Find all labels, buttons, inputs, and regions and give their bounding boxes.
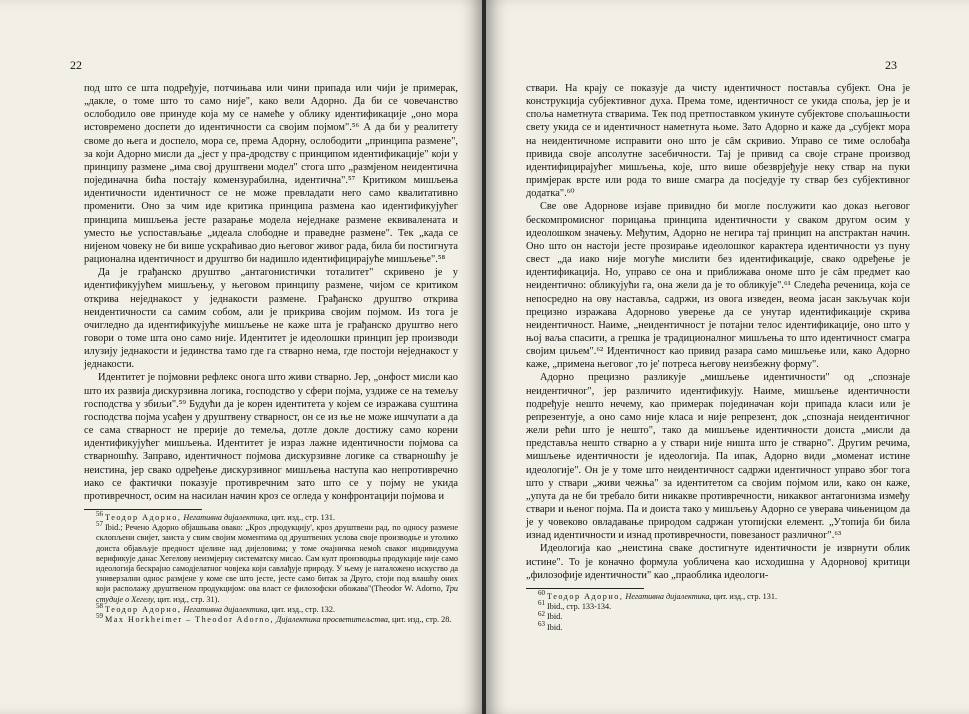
footnote-number: 62 <box>538 609 545 618</box>
page-number: 22 <box>70 58 82 72</box>
footnote <box>84 520 459 605</box>
footnote-title: Три студије о Хегелу, <box>96 584 459 604</box>
footnote-title: Негативна дијалектика, <box>183 604 270 614</box>
footnote-author: Теодор Адорно, <box>547 591 624 601</box>
page-number: 23 <box>885 58 897 72</box>
left-text-block <box>84 82 458 625</box>
footnote <box>84 510 458 523</box>
footnote <box>526 589 910 602</box>
footnote <box>84 602 458 615</box>
footnote-text: Ibid.; Речено Адорно објашњава овако: „Крoз ,продукцију', кроз друштвени рад, по односу размене склопљени свијет, заиста у свим својим моментима од друштвених услова своје производње и утолико доиста објављује предност цјелине над дијеловима; у томе очајничка немоћ сваког индивидуума верификује данас Хегелову неизмјерну систематску мисао. Сам култ производња продукције није само идеологија бескрајно самодјелатног човјека који савлађује природу. У њему је наталожено искуство да универзални однос размјене у коме све што јесте, јесте само битак за Друго, стоји под влашћу оних који располажу друштвеном продукцијом: ова власт се филозофски обожава"(Theodor W. Adorno, <box>96 523 458 594</box>
footnote-rest: цит. изд., стр. 28. <box>392 615 452 625</box>
footnote <box>526 609 910 622</box>
paragraph: Адорно прецизно разликује „мишљење идентичности" од „спознаје неидентичног", јер различито идентификују. Наиме, мишљење идентичности подређује нешто нечему, као примерак појединачан који припада класи или је репрезентује, а оно само није класа и није репрезент, док „спознаја неидентичног жели рећи што је нешто", тако да мишљење идентичности доиста „мисли да представља нешто стварно а у ствари није ништа што је стварно". Другим речима, мишљење идентичности је идеологија. Па ипак, Адорно види „моменат истине идеологије". Он је у томе што неидентичност садржи идентичност управо због тога што у ствари „живи чежња" за идентитетом са својим појмом или, како он каже, „упута да не би требало бити никакве противречности, никаквог антагонизма између ствари и њеног појма. Па и доиста тако у мишљењу Адорно се уверава чињеницом да је у човеково овладавање природом садржан утопијски елемент. „Утопија би била изнад идентичности и изнад противречности, повезаност различног".⁶³ <box>526 372 910 542</box>
footnote-rest: цит. изд., стр. 31). <box>157 594 220 604</box>
paragraph: Да је грађанско друштво „антагонистички тоталитет" скривено је у идентификујућем мишљењу, у његовом принципу размене, чијом се критиком открива неједнакост у једнакости размене. Грађанско друштво открива неидентичности са самим собом, али је прикрива својим појмом. Из тога је очигледно да идентификујуће мишљење не каже шта је грађанско друштво него говори о томе шта оно само није. Идентитет је идеолошки принцип јер производи илузију једнакости и јединства тамо где га стварно нема, где постоји неједнакост у једнакости. <box>84 267 458 371</box>
footnote-number: 57 <box>96 520 103 529</box>
footnote-rest: цит. изд., стр. 131. <box>271 513 335 522</box>
right-page <box>486 0 969 714</box>
footnote-number: 56 <box>96 510 103 519</box>
paragraph: Све ове Адорнове изјаве привидно би могле послужити као доказ његовог бескомпромисног порицања принципа идентичности у сваком другом осим у идеолошком значењу. Међутим, Адорно не негира тај принцип на апстрактан начин. Оно што он настоји јесте прозирање идеолошког карактера идентичности уз пуну свест „да иако није могуће мислити без идентификације, свако одређење је идентификација. Но, управо се она и приближава ономе што је сâм предмет као неидентично: обликујући га, она жели да је то обликује".⁶¹ Следећа реченица, која се непосредно на ову наставља, садржи, из овога изведен, веома јасан закључак који прецизно изражава Адорново уверење да се унутар идентификације скрива неидентичност. Наиме, „неидентичност је потајни телос идентификације, оно што у њој ваља спасити, а грешка је традиционалног мишљења то што идентичност смагра својим циљем".⁶² Идентичност као привид разара само мишљење или, како Адорно каже, „примена његовог ,то је' потреса његову неизбежну форму". <box>526 201 910 371</box>
footnote-author: Теодор Адорно, <box>105 513 182 522</box>
footnote-title: Негативна дијалектика, <box>183 513 270 522</box>
paragraph: Идентитет је појмовни рефлекс онога што живи стварно. Јер, „онфост мисли као што их развија дискурзивна логика, господство у сфери појма, уздиже се на темељу господства у збиљи".⁵⁹ Будући да је корен идентитета у којем се изражава суштина господства појма усађен у друштвену стварност, он се из ње не може ишчупати а да се сама стварност не прерије до темеља, дотле докле достижу само корени идентификујућег мишљења. Идентитет је израз лажне идентичности појмова са стварношћу. Заправо, идентичност појмова дискурзивне логике са стварношћу је неистина, јер свако одређење дискурзивног мишљења наступа као непротивречно иако се фактички показује противречним зато што се у појму не укида противречност, осим на насилан начин кроз се огледа у конфронтацији појмова и <box>84 372 458 502</box>
footnote <box>526 619 910 633</box>
footnote-author: Max Horkheimer – Theodor Adorno, <box>105 615 275 625</box>
paragraph: под што се шта подређује, потчињава или чини припада или чији је примерак, „дакле, о томе што то само није", како вели Адорно. Да би се човечанство ослободило ове принуде која му се намеће у облику идентификације „оно мора истовремено доспети до идентичности са својим појмом".⁵⁶ А да би у реалитету своме до њега и доспело, мора се, према Адорну, ослободити „принципа размене", за који Адорно мисли да „јест у пра-дродству с принципом идентификације" који у принципу размене „има свој друштвени модел" стога што „размјеном неидентична појединачна бића постају комензурабилна, идентична".⁵⁷ Критиком мишљења идентичности идентичност се не може превладати него само квалитативно променити. Оно за чим иде критика принципа размена као идентификујућег принципа мишљења јесте разарање модела неједнаке размене еквивалената и уместо ње успостављање „идеала слободне и праведне размене". Тек „када се нијеном човеку не би више ускраћивао дио његовог живог рада, била би постигнута рационална идентичност и друштво би надишло идентифицирајуће мишљење".⁵⁸ <box>84 83 458 266</box>
footnote <box>84 612 458 625</box>
left-page <box>0 0 482 714</box>
footnote-author: Теодор Адорно, <box>105 604 182 614</box>
footnote-rest: цит. изд., стр. 132. <box>271 604 335 614</box>
footnote-title: Дијалектика просветитељства, <box>276 615 390 625</box>
footnote-title: Негативна дијалектика, <box>625 591 712 601</box>
footnote-text: Ibid. <box>547 612 563 622</box>
paragraph: ствари. На крају се показује да чисту идентичност поставља субјект. Она је конструкција субјективног духа. Према томе, идентичност се укида споља, јер је и споља наметнута стварима. Тек под претпоставком укинуте субјектове спољашњости свету укида се и идентичност наметнута њоме. Зато Адорно и каже да „субјект мора на неидентичноме исправити оно што је сâм скривио. Управо се тиме ослобађа привида своје апсолутне засебичности. Тај је привид са своје стране производ идентифицирајућег мишљења, које, што више обезврјеђује неку ствар на пуки примјерак врсте или рода то више смагра да посједује ту ствар без субјективног додатка".⁶⁰ <box>526 83 910 200</box>
footnote-number: 60 <box>538 589 545 598</box>
footnote-number: 59 <box>96 612 103 621</box>
paragraph: Идеологија као „неистина сваке достигнуте идентичности је изврнути облик истине". То је коначно формула уобличена као исходишна у Адорновој критици „филозофије идентичности" као „праоблика идеологи- <box>526 543 910 581</box>
footnote <box>526 599 910 612</box>
footnote-text: Ibid. <box>547 622 563 632</box>
footnote-number: 63 <box>538 619 545 628</box>
footnote-number: 58 <box>96 602 103 611</box>
footnote-rest: цит. изд., стр. 131. <box>713 591 777 601</box>
right-text-block <box>526 82 910 633</box>
footnote-text: Ibid., стр. 133-134. <box>547 602 612 612</box>
footnote-number: 61 <box>538 599 545 608</box>
